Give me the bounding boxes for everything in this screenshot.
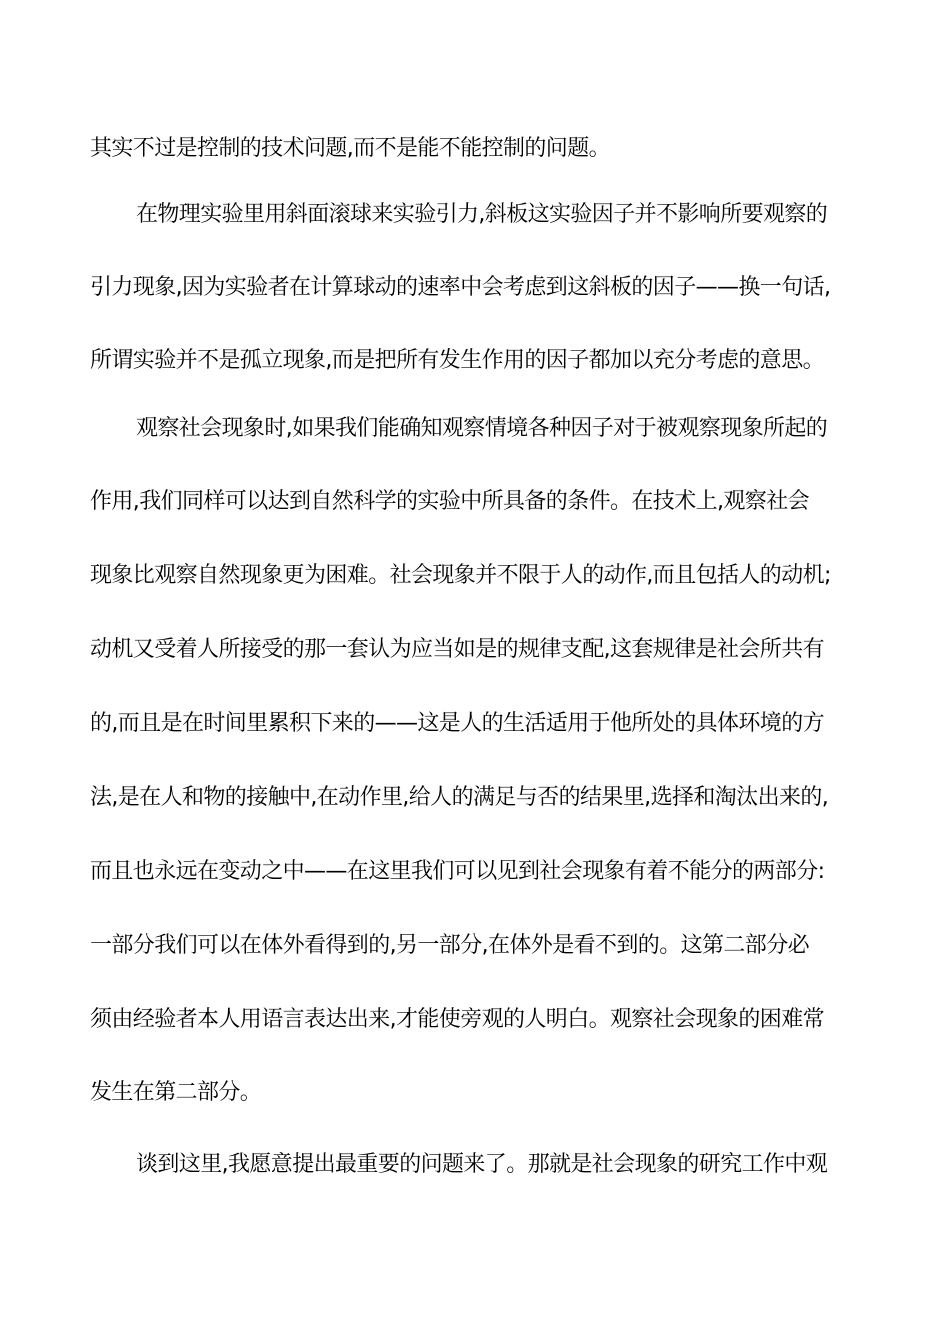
text-line: 的,而且是在时间里累积下来的——这是人的生活适用于他所处的具体环境的方 <box>90 711 824 736</box>
paragraph-start-line: 观察社会现象时,如果我们能确知观察情境各种因子对于被观察现象所起的 <box>136 416 828 441</box>
text-line: 所谓实验并不是孤立现象,而是把所有发生作用的因子都加以充分考虑的意思。 <box>90 348 824 373</box>
text-line: 其实不过是控制的技术问题,而不是能不能控制的问题。 <box>90 136 610 161</box>
paragraph-start-line: 谈到这里,我愿意提出最重要的问题来了。那就是社会现象的研究工作中观 <box>136 1152 828 1177</box>
text-line: 动机又受着人所接受的那一套认为应当如是的规律支配,这套规律是社会所共有 <box>90 637 824 662</box>
text-line: 作用,我们同样可以达到自然科学的实验中所具备的条件。在技术上,观察社会 <box>90 489 809 514</box>
paragraph-start-line: 在物理实验里用斜面滚球来实验引力,斜板这实验因子并不影响所要观察的 <box>136 202 828 227</box>
text-line: 法,是在人和物的接触中,在动作里,给人的满足与否的结果里,选择和淘汰出来的, <box>90 785 829 810</box>
text-line: 现象比观察自然现象更为困难。社会现象并不限于人的动作,而且包括人的动机; <box>90 563 831 588</box>
text-line: 引力现象,因为实验者在计算球动的速率中会考虑到这斜板的因子——换一句话, <box>90 275 831 300</box>
text-line: 发生在第二部分。 <box>90 1080 262 1105</box>
text-line: 须由经验者本人用语言表达出来,才能使旁观的人明白。观察社会现象的困难常 <box>90 1007 824 1032</box>
text-line: 而且也永远在变动之中——在这里我们可以见到社会现象有着不能分的两部分: <box>90 859 825 884</box>
text-line: 一部分我们可以在体外看得到的,另一部分,在体外是看不到的。这第二部分必 <box>90 933 809 958</box>
